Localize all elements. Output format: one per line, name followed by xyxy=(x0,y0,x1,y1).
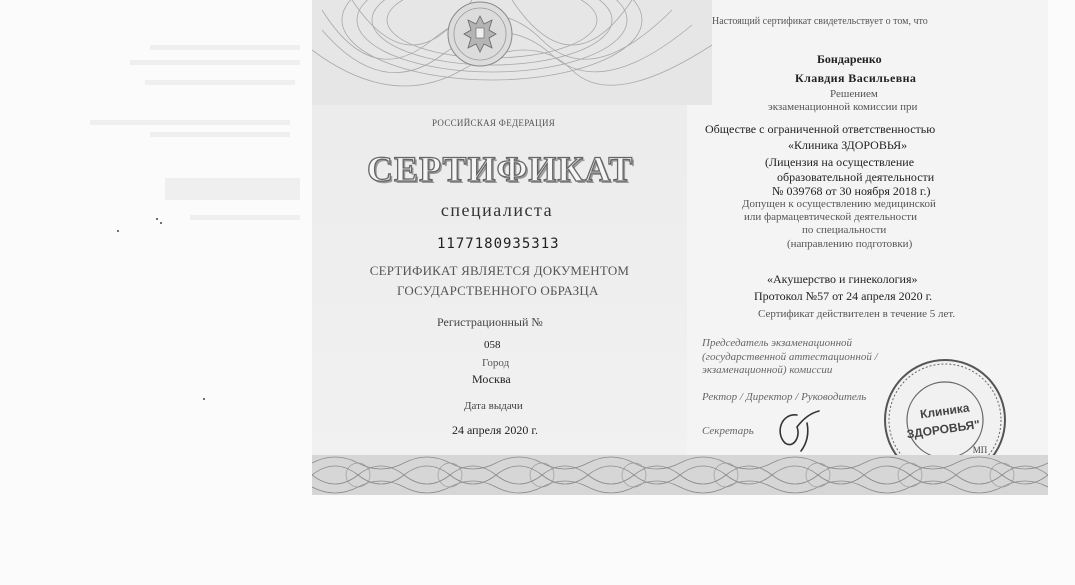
commission-text: экзаменационной комиссии при xyxy=(768,101,918,113)
secretary-label: Секретарь xyxy=(702,425,754,437)
scan-speck xyxy=(117,230,119,232)
admission-line: Допущен к осуществлению медицинской xyxy=(742,198,936,210)
holder-surname: Бондаренко xyxy=(817,52,882,66)
certificate-intro: Настоящий сертификат свидетельствует о том, что xyxy=(712,16,928,27)
scan-speck xyxy=(203,398,205,400)
admission-line: (направлению подготовки) xyxy=(787,238,913,250)
document-status-line: ГОСУДАРСТВЕННОГО ОБРАЗЦА xyxy=(397,283,599,298)
chairman-label: экзаменационной) комиссии xyxy=(702,364,833,376)
bleed-through-text xyxy=(150,132,290,137)
city-label: Город xyxy=(482,357,510,369)
admission-line: по специальности xyxy=(802,224,887,236)
decision-text: Решением xyxy=(830,88,878,100)
signature-mark xyxy=(767,403,827,453)
specialty-name: «Акушерство и гинекология» xyxy=(767,272,918,286)
admission-line: или фармацевтической деятельности xyxy=(744,211,917,223)
license-line: образовательной деятельности xyxy=(777,170,935,184)
bleed-through-text xyxy=(150,45,300,50)
scan-speck xyxy=(160,222,162,224)
seal-name-line: Клиника xyxy=(919,400,971,422)
city-value: Москва xyxy=(472,372,511,386)
protocol-line: Протокол №57 от 24 апреля 2020 г. xyxy=(754,289,933,303)
document-status-line: СЕРТИФИКАТ ЯВЛЯЕТСЯ ДОКУМЕНТОМ xyxy=(369,263,630,278)
issue-date-value: 24 апреля 2020 г. xyxy=(452,423,538,437)
license-number: № 039768 от 30 ноября 2018 г.) xyxy=(772,184,931,198)
seal-name-line: ЗДОРОВЬЯ" xyxy=(905,417,981,442)
issue-date-label: Дата выдачи xyxy=(464,400,523,412)
bleed-through-text xyxy=(165,178,300,200)
validity-line: Сертификат действителен в течение 5 лет. xyxy=(758,308,956,320)
license-line: (Лицензия на осуществление xyxy=(765,155,915,169)
rector-label: Ректор / Директор / Руководитель xyxy=(702,391,867,403)
bleed-through-text xyxy=(145,80,295,85)
certificate-sheet xyxy=(312,0,1048,495)
bleed-through-text xyxy=(190,215,300,220)
seal-mp-text: МП xyxy=(972,445,988,455)
registration-number: 058 xyxy=(484,339,501,351)
coat-of-arms-icon xyxy=(440,0,520,78)
registration-label: Регистрационный № xyxy=(437,315,543,329)
organization-line: Обществе с ограниченной ответственностью xyxy=(705,122,936,136)
organization-name: «Клиника ЗДОРОВЬЯ» xyxy=(788,138,908,152)
bleed-through-text xyxy=(130,60,300,65)
holder-given-names: Клавдия Васильевна xyxy=(795,71,917,85)
certificate-number: 1177180935313 xyxy=(437,236,560,252)
certificate-title: СЕРТИФИКАТ xyxy=(367,149,634,189)
guilloche-bottom-border xyxy=(312,455,1048,495)
bleed-through-text xyxy=(90,120,290,125)
country-name: РОССИЙСКАЯ ФЕДЕРАЦИЯ xyxy=(432,118,556,128)
chairman-label: (государственной аттестационной / xyxy=(702,351,878,363)
chairman-label: Председатель экзаменационной xyxy=(702,337,853,349)
certificate-subtitle: специалиста xyxy=(440,200,554,220)
scan-speck xyxy=(156,218,158,220)
